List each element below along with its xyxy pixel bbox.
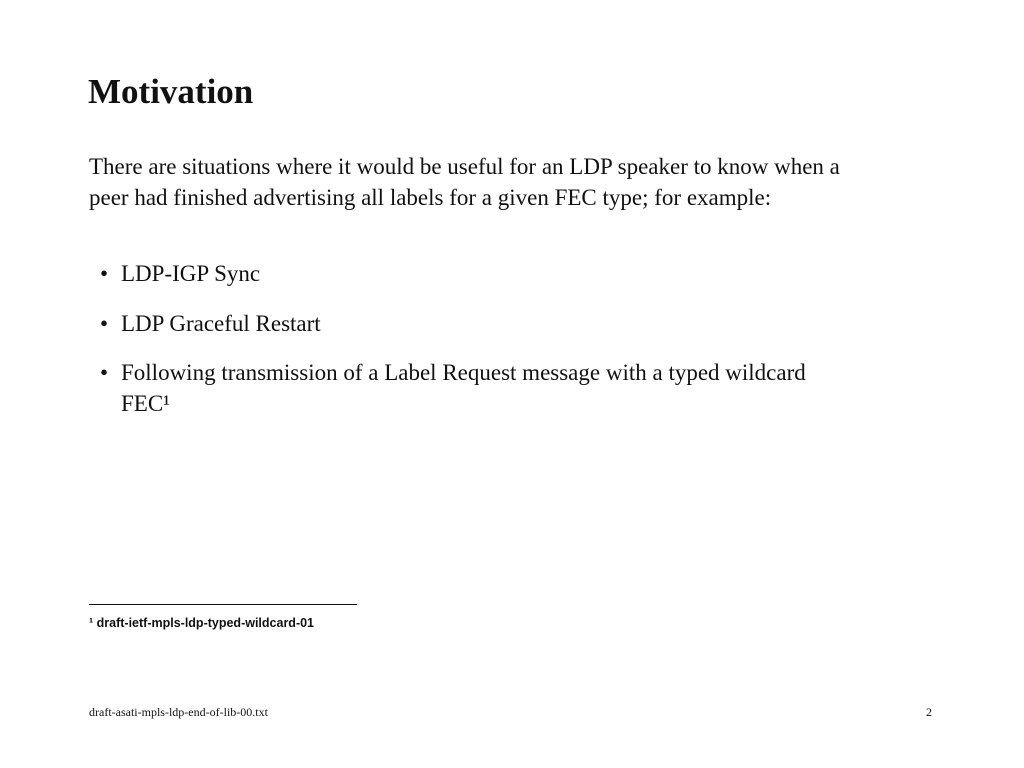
bullet-marker: • xyxy=(100,360,109,385)
bullet-item-label-request xyxy=(100,358,820,419)
bullet-list xyxy=(100,259,820,438)
bullet-text: LDP Graceful Restart xyxy=(121,310,321,336)
slide-title: Motivation xyxy=(88,72,254,111)
footnote-divider xyxy=(89,604,357,605)
bullet-item-ldp-graceful-restart xyxy=(100,309,820,340)
footnote: ¹ draft-ietf-mpls-ldp-typed-wildcard-01 xyxy=(89,616,315,630)
intro-paragraph: There are situations where it would be useful for an LDP speaker to know when a peer had finished advertising all labels for a given FEC type; for example: xyxy=(89,154,840,210)
bullet-item-ldp-igp-sync xyxy=(100,259,820,290)
bullet-text: Following transmission of a Label Request message with a typed wildcard FEC¹ xyxy=(121,360,806,416)
bullet-text: LDP-IGP Sync xyxy=(121,261,261,286)
page-number: 2 xyxy=(926,705,932,719)
footer-filename: draft-asati-mpls-ldp-end-of-lib-00.txt xyxy=(89,705,268,719)
bullet-marker: • xyxy=(100,310,109,336)
bullet-marker: • xyxy=(100,261,109,286)
